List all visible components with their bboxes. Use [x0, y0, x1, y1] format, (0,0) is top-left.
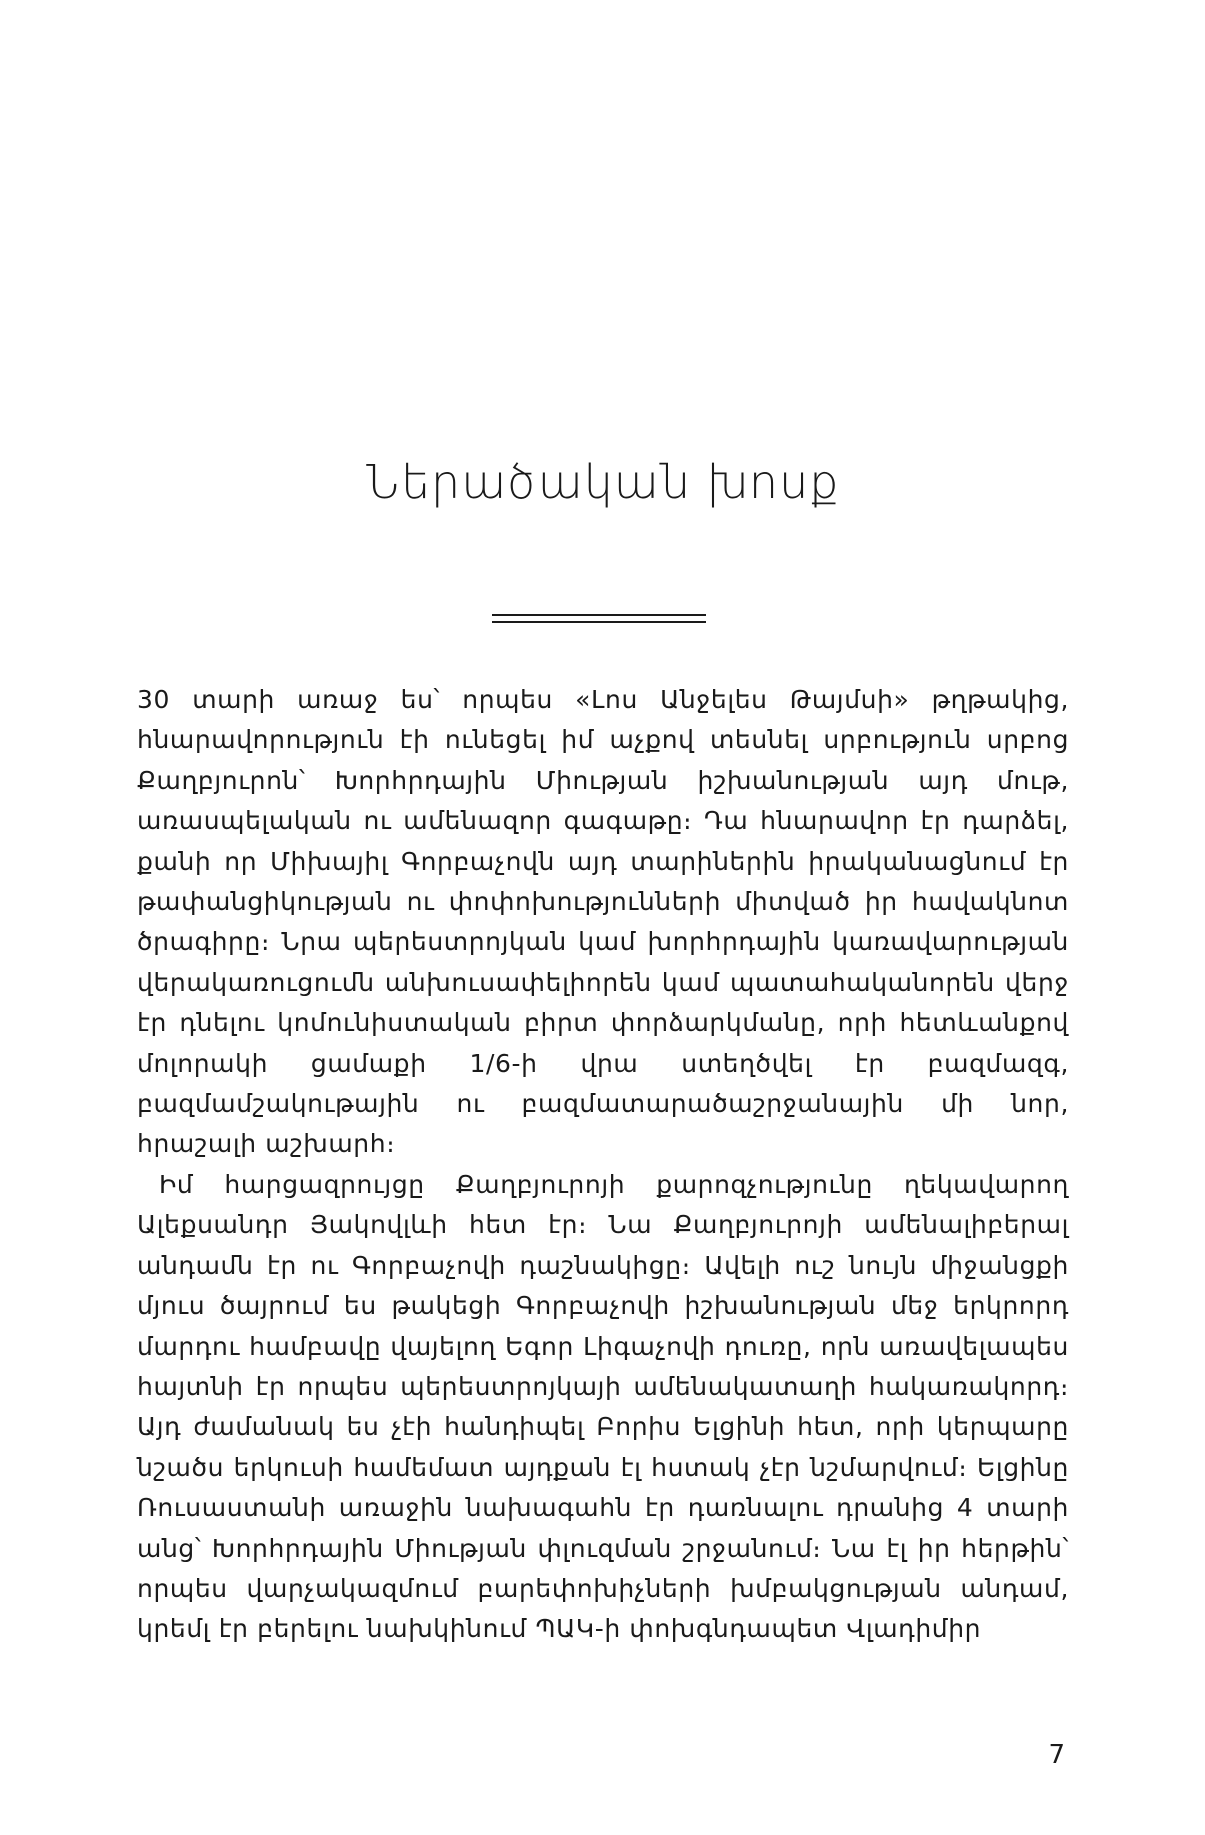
title-double-rule: [492, 614, 706, 623]
chapter-title: Ներածական խոսք: [365, 455, 840, 509]
body-text: [137, 680, 1069, 1650]
page-number: 7: [1048, 1740, 1065, 1770]
paragraph-1: 30 տարի առաջ ես՝ որպես «Լոս Անջելես Թայմսի» թղթակից, հնարավորություն էի ունեցել իմ աչքով տեսնել սրբություն սրբոց Քաղբյուրոն՝ Խորհրդային Միության իշխանության այդ մութ, առասպելական ու ամենազոր գագաթը։ Դա հնարավոր էր դարձել, քանի որ Միխայիլ Գորբաչովն այդ տարիներին իրականացնում էր թափանցիկության ու փոփոխությունների միտված իր հավակնոտ ծրագիրը։ Նրա պերեստրոյկան կամ խորհրդային կառավարության վերակառուցումն անխուսափելիորեն կամ պատահականորեն վերջ էր դնելու կոմունիստական բիրտ փորձարկմանը, որի հետևանքով մոլորակի ցամաքի 1/6-ի վրա ստեղծվել էր բազմազգ, բազմամշակութային ու բազմատարածաշրջանային մի նոր, հրաշալի աշխարհ։: [137, 685, 1069, 1159]
paragraph-2: Իմ հարցազրույցը Քաղբյուրոյի քարոզչությունը ղեկավարող Ալեքսանդր Յակովլևի հետ էր։ Նա Քաղբյուրոյի ամենալիբերալ անդամն էր ու Գորբաչովի դաշնակիցը։ Ավելի ուշ նույն միջանցքի մյուս ծայրում ես թակեցի Գորբաչովի իշխանության մեջ երկրորդ մարդու համբավը վայելող Եգոր Լիգաչովի դուռը, որն առավելապես հայտնի էր որպես պերեստրոյկայի ամենակատաղի հակառակորդ։ Այդ ժամանակ ես չէի հանդիպել Բորիս Ելցինի հետ, որի կերպարը նշածս երկուսի համեմատ այդքան էլ հստակ չէր նշմարվում։ Ելցինը Ռուսաստանի առաջին նախագահն էր դառնալու դրանից 4 տարի անց՝ Խորհրդային Միության փլուզման շրջանում։ Նա էլ իր հերթին՝ որպես վարչակազմում բարեփոխիչների խմբակցության անդամ, կրեմլ էր բերելու նախկինում ՊԱԿ-ի փոխգնդապետ Վլադիմիր: [137, 1169, 1069, 1644]
